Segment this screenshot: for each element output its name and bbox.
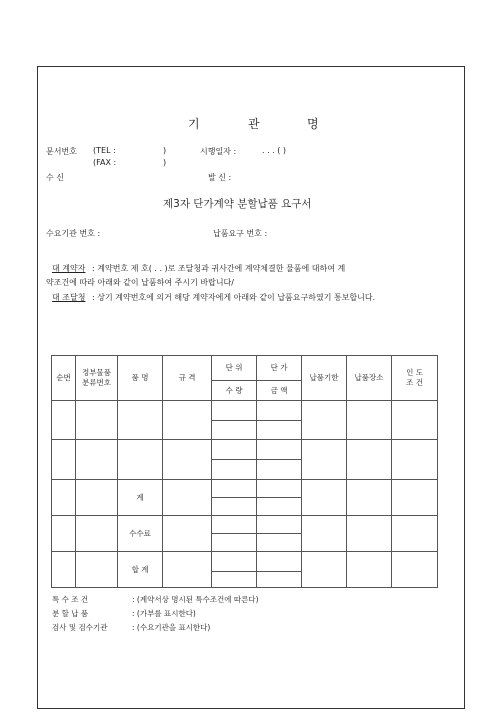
header-class-no-line1: 정부물품 (82, 368, 111, 377)
table-cell (257, 440, 302, 460)
recipient-label: 수 신 (46, 173, 64, 182)
table-cell (212, 552, 257, 572)
table-cell (302, 440, 347, 480)
table-cell (76, 516, 118, 552)
header-amount: 금 액 (257, 381, 302, 401)
table-cell (257, 572, 302, 588)
table-cell (347, 480, 392, 516)
table-cell (76, 552, 118, 588)
header-seq: 순번 (52, 356, 76, 401)
table-cell (347, 440, 392, 480)
table-cell (302, 401, 347, 440)
table-cell (212, 460, 257, 480)
table-cell (257, 460, 302, 480)
header-item: 품 명 (118, 356, 163, 401)
split-delivery-value: : (가부를 표시한다) (132, 609, 196, 618)
fee-label: 수수료 (118, 516, 163, 552)
fax-label: (FAX : (93, 158, 117, 167)
table-cell (257, 401, 302, 421)
header-qty: 수 량 (212, 381, 257, 401)
delivery-table (51, 355, 438, 588)
table-cell (392, 480, 438, 516)
table-cell (257, 498, 302, 516)
table-cell (76, 440, 118, 480)
table-cell (257, 552, 302, 572)
header-delivery-terms (392, 356, 438, 401)
table-cell (212, 421, 257, 440)
table-cell (257, 534, 302, 552)
contractor-text-line2: 약조건에 따라 아래와 같이 납품하여 주시기 바랍니다/ (46, 278, 234, 287)
table-cell (52, 440, 76, 480)
doc-number-label: 문서번호 (46, 147, 77, 156)
header-price: 단 가 (257, 356, 302, 381)
special-terms-label: 특 수 조 건 (52, 595, 89, 604)
tel-label: (TEL : (93, 146, 116, 155)
table-cell (212, 401, 257, 421)
table-cell (52, 480, 76, 516)
issue-date-label: 시행일자 : (200, 147, 237, 156)
table-cell (212, 534, 257, 552)
table-cell (257, 516, 302, 534)
table-cell (347, 401, 392, 440)
table-cell (52, 516, 76, 552)
inspection-org-value: : (수요기관을 표시한다) (132, 623, 211, 632)
procurement-text: : 상기 계약번호에 의거 해당 계약자에게 아래와 같이 납품요구하였기 통보합니다. (92, 293, 376, 302)
table-cell (392, 516, 438, 552)
org-name-char-3: 명 (307, 117, 319, 131)
inspection-org-label: 검사 및 검수기관 (52, 623, 108, 632)
table-cell (163, 480, 212, 516)
issue-date-value: . . . ( ) (262, 146, 287, 155)
table-cell (118, 440, 163, 480)
table-cell (163, 552, 212, 588)
table-cell (52, 401, 76, 440)
table-cell (392, 552, 438, 588)
table-cell (212, 516, 257, 534)
procurement-label: 대 조달청 (52, 293, 86, 302)
header-spec: 규 격 (163, 356, 212, 401)
demand-org-number-label: 수요기관 번호 : (46, 229, 101, 238)
tel-close: ) (163, 146, 167, 155)
table-cell (392, 440, 438, 480)
table-cell (347, 516, 392, 552)
table-cell (347, 552, 392, 588)
fax-close: ) (163, 158, 167, 167)
table-cell (257, 480, 302, 498)
header-place: 납품장소 (347, 356, 392, 401)
org-name-char-1: 기 (188, 117, 200, 131)
table-cell (163, 516, 212, 552)
table-cell (163, 440, 212, 480)
contractor-label: 대 계약자 (52, 264, 86, 273)
sender-label: 발 신 : (208, 173, 232, 182)
table-cell (302, 516, 347, 552)
grand-total-label: 합 계 (118, 552, 163, 588)
table-cell (76, 480, 118, 516)
table-cell (212, 480, 257, 498)
header-unit: 단 위 (212, 356, 257, 381)
table-cell (163, 401, 212, 440)
table-cell (212, 572, 257, 588)
header-due: 납품기한 (302, 356, 347, 401)
header-class-no (76, 356, 118, 401)
delivery-request-number-label: 납품요구 번호 : (213, 229, 268, 238)
header-delivery-line1: 인 도 (406, 368, 423, 377)
table-cell (257, 421, 302, 440)
total-label: 계 (118, 480, 163, 516)
special-terms-value: : (계약서상 명시된 특수조건에 따른다) (132, 595, 259, 604)
table-cell (76, 401, 118, 440)
table-cell (52, 552, 76, 588)
header-class-no-line2: 분류번호 (82, 378, 111, 387)
table-cell (212, 440, 257, 460)
table-cell (118, 401, 163, 440)
org-name-char-2: 관 (248, 117, 260, 131)
table-cell (302, 480, 347, 516)
split-delivery-label: 분 할 납 품 (52, 609, 89, 618)
table-cell (302, 552, 347, 588)
header-delivery-line2: 조 건 (406, 378, 423, 387)
document-title: 제3자 단가계약 분할납품 요구서 (163, 198, 312, 210)
contractor-text-line1: : 계약번호 제 호( . . )로 조달청과 귀사간에 계약체결한 물품에 대하여 계 (92, 264, 346, 273)
table-cell (212, 498, 257, 516)
table-cell (392, 401, 438, 440)
